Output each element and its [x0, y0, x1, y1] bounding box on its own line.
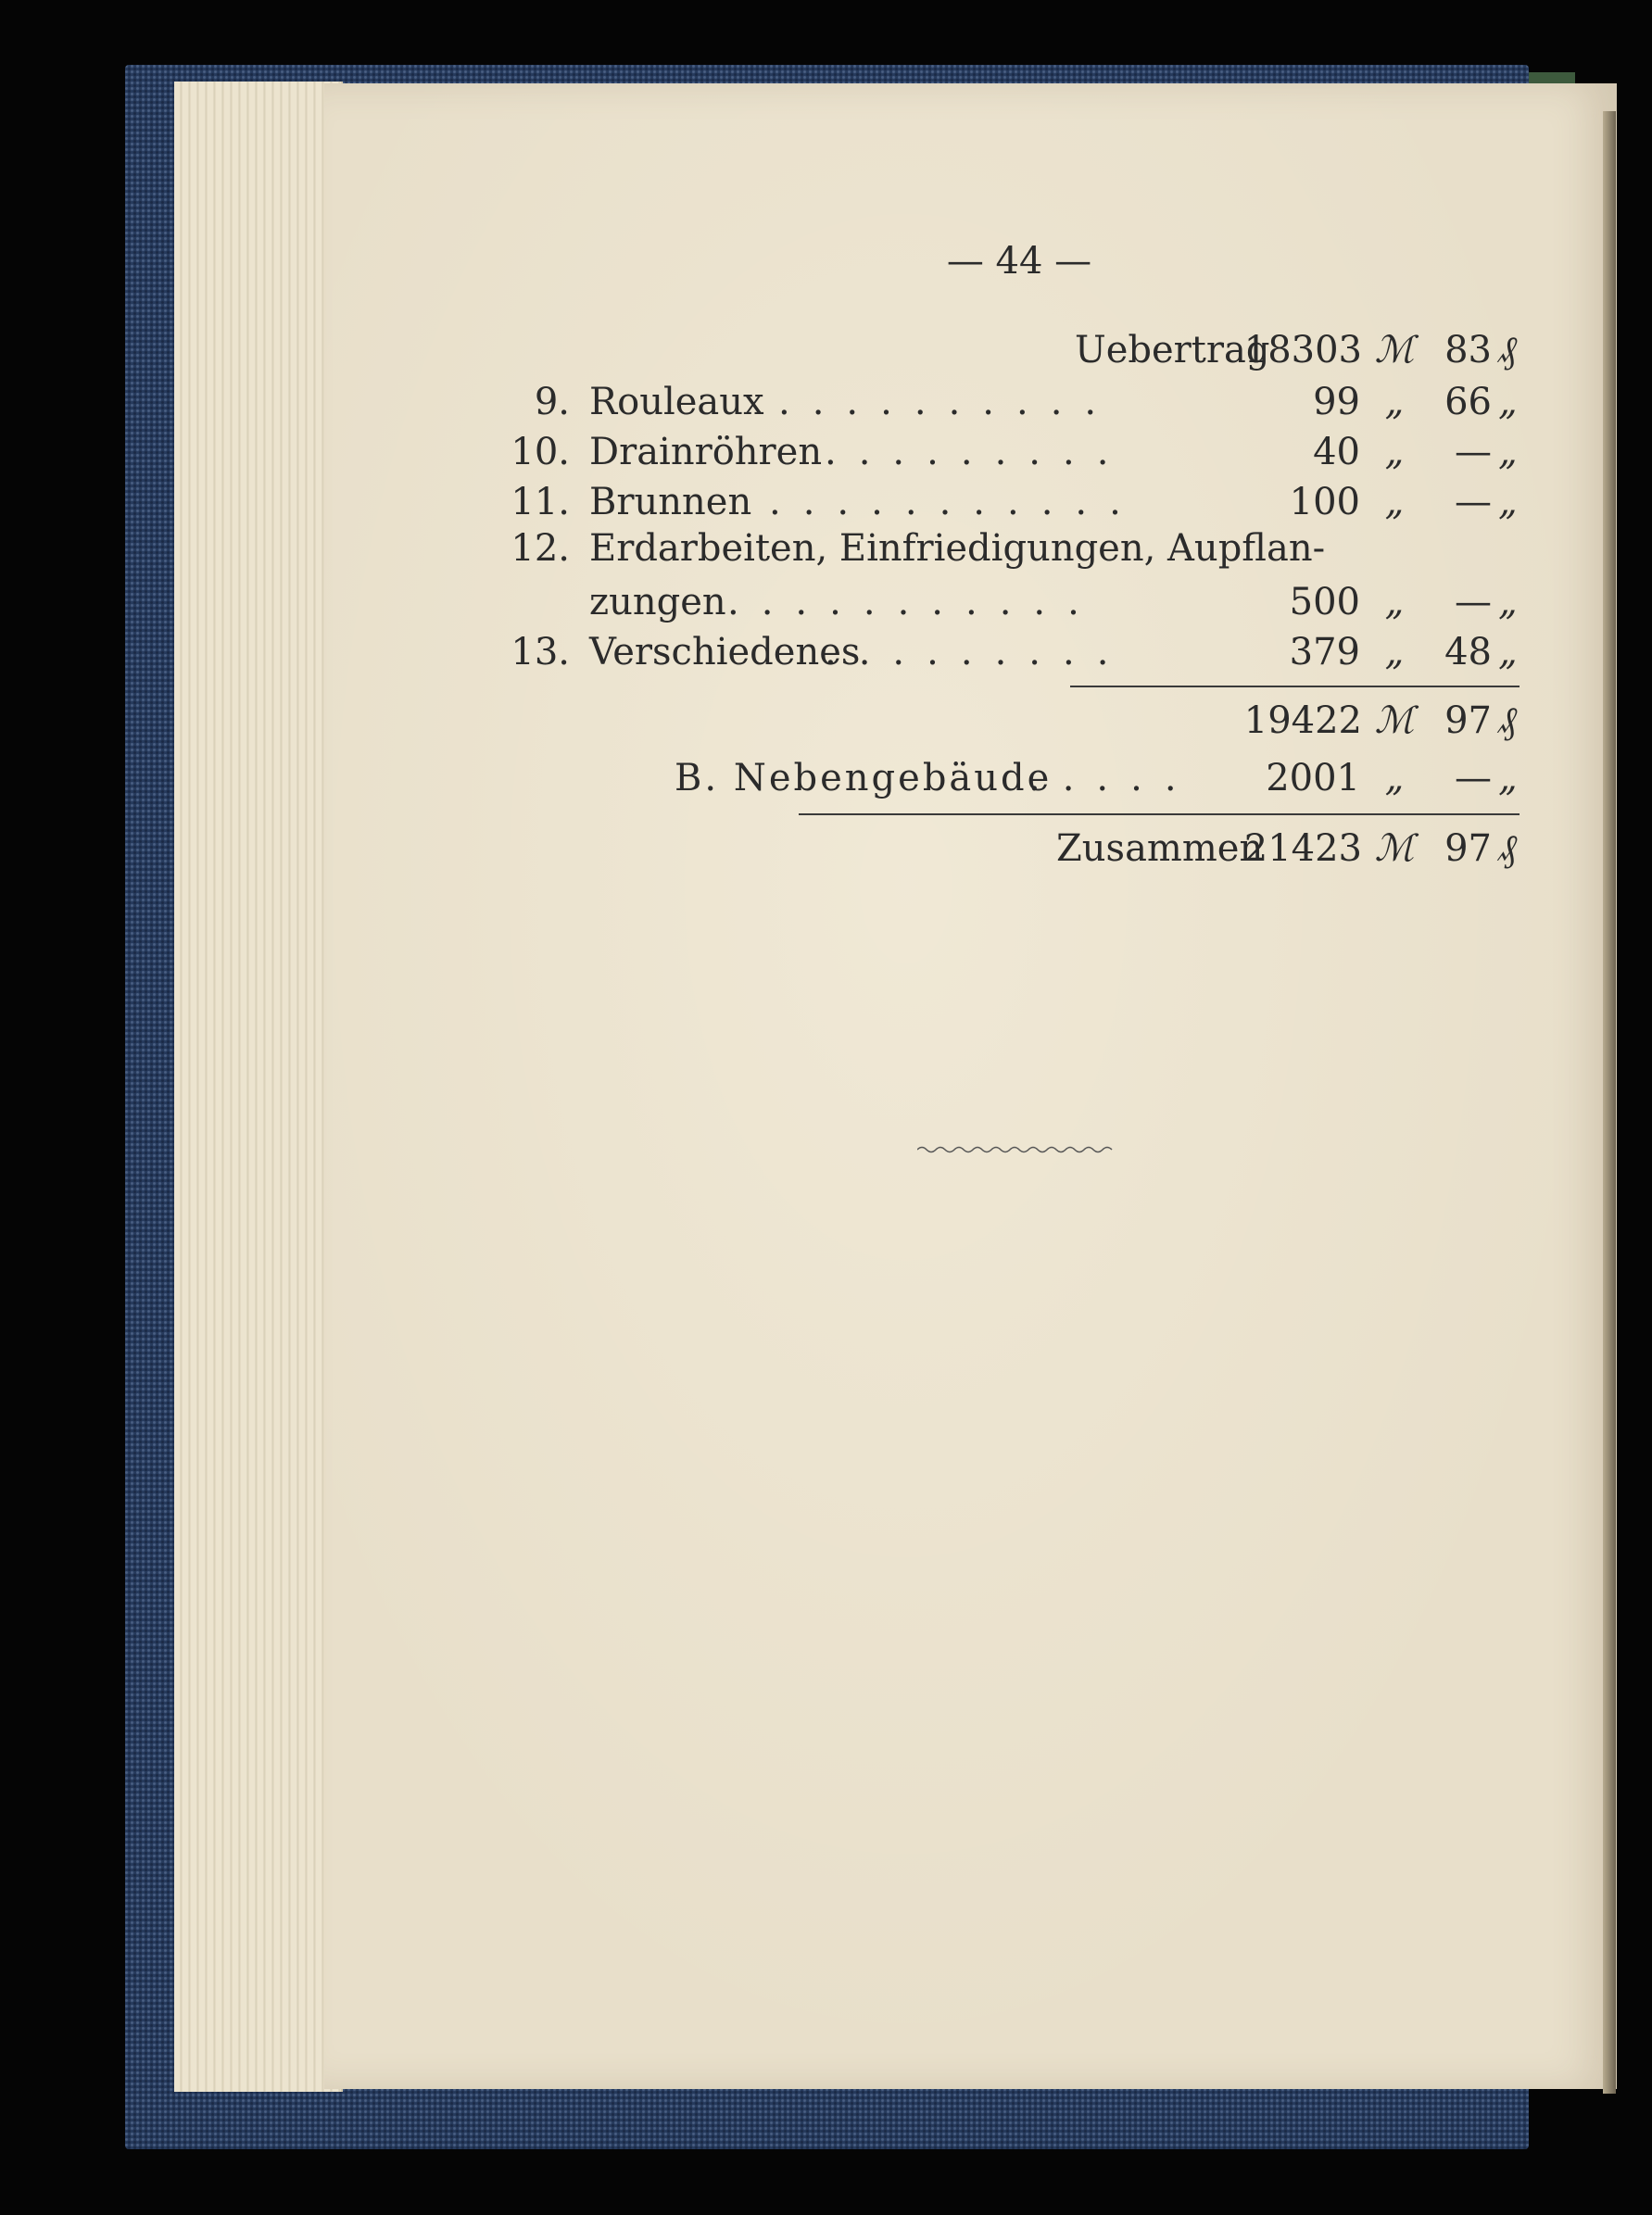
carry-over-amount: 18303 [1243, 329, 1362, 371]
row-pf: „ [1498, 381, 1518, 423]
row-label: Erdarbeiten, Einfriedigungen, Aupflan- [589, 527, 1326, 570]
carry-over-unit: ℳ [1374, 329, 1415, 371]
wavy-line-ornament [917, 1143, 1116, 1156]
subtotal-unit: ℳ [1374, 699, 1415, 742]
total-label: Zusammen [1056, 827, 1264, 870]
row-label-continued: zungen [589, 581, 726, 623]
row-unit: „ [1384, 381, 1405, 423]
carry-over-label: Uebertrag [1075, 329, 1270, 371]
section-b-label: B. Nebengebäude [675, 757, 1053, 799]
row-number: 10. [511, 431, 570, 473]
subtotal-pf: ₰ [1498, 699, 1517, 742]
row-label: Verschiedenes [589, 631, 861, 673]
page-gutter [1603, 111, 1616, 2094]
row-cents: — [1455, 481, 1492, 523]
row-pf: „ [1498, 581, 1518, 623]
row-amount: 100 [1289, 481, 1360, 523]
total-unit: ℳ [1374, 827, 1415, 870]
row-number: 9. [534, 381, 570, 423]
carry-over-pf: ₰ [1498, 329, 1517, 371]
total-amount: 21423 [1243, 827, 1362, 870]
row-pf: „ [1498, 631, 1518, 673]
section-b-unit: „ [1384, 757, 1405, 799]
subtotal-cents: 97 [1444, 699, 1492, 742]
row-amount: 500 [1289, 581, 1360, 623]
total-cents: 97 [1444, 827, 1492, 870]
subtotal-amount: 19422 [1243, 699, 1362, 742]
row-cents: — [1455, 581, 1492, 623]
carry-over-cents: 83 [1444, 329, 1492, 371]
dot-leader: .......... [778, 381, 1119, 423]
page-number: — 44 — [946, 240, 1092, 283]
row-unit: „ [1384, 631, 1405, 673]
row-label: Drainröhren [589, 431, 823, 473]
dot-leader: ......... [825, 431, 1131, 473]
total-pf: ₰ [1498, 827, 1517, 870]
row-cents: 48 [1444, 631, 1492, 673]
row-amount: 40 [1313, 431, 1360, 473]
row-cents: — [1455, 431, 1492, 473]
row-pf: „ [1498, 431, 1518, 473]
page-edges [174, 82, 343, 2092]
row-number: 11. [511, 481, 570, 523]
section-b-cents: — [1455, 757, 1492, 799]
row-pf: „ [1498, 481, 1518, 523]
row-unit: „ [1384, 581, 1405, 623]
row-number: 13. [511, 631, 570, 673]
row-unit: „ [1384, 481, 1405, 523]
row-number: 12. [511, 527, 570, 570]
subtotal-rule [1070, 686, 1520, 687]
dot-leader: ......... [825, 631, 1131, 673]
section-b-amount: 2001 [1266, 757, 1360, 799]
row-cents: 66 [1444, 381, 1492, 423]
row-amount: 379 [1289, 631, 1360, 673]
total-rule [799, 813, 1520, 815]
dot-leader: ..... [1028, 757, 1199, 799]
section-b-pf: „ [1498, 757, 1518, 799]
row-label: Brunnen [589, 481, 752, 523]
row-unit: „ [1384, 431, 1405, 473]
dot-leader: ........... [727, 581, 1102, 623]
dot-leader: ........... [769, 481, 1143, 523]
row-label: Rouleaux [589, 381, 764, 423]
row-amount: 99 [1313, 381, 1360, 423]
